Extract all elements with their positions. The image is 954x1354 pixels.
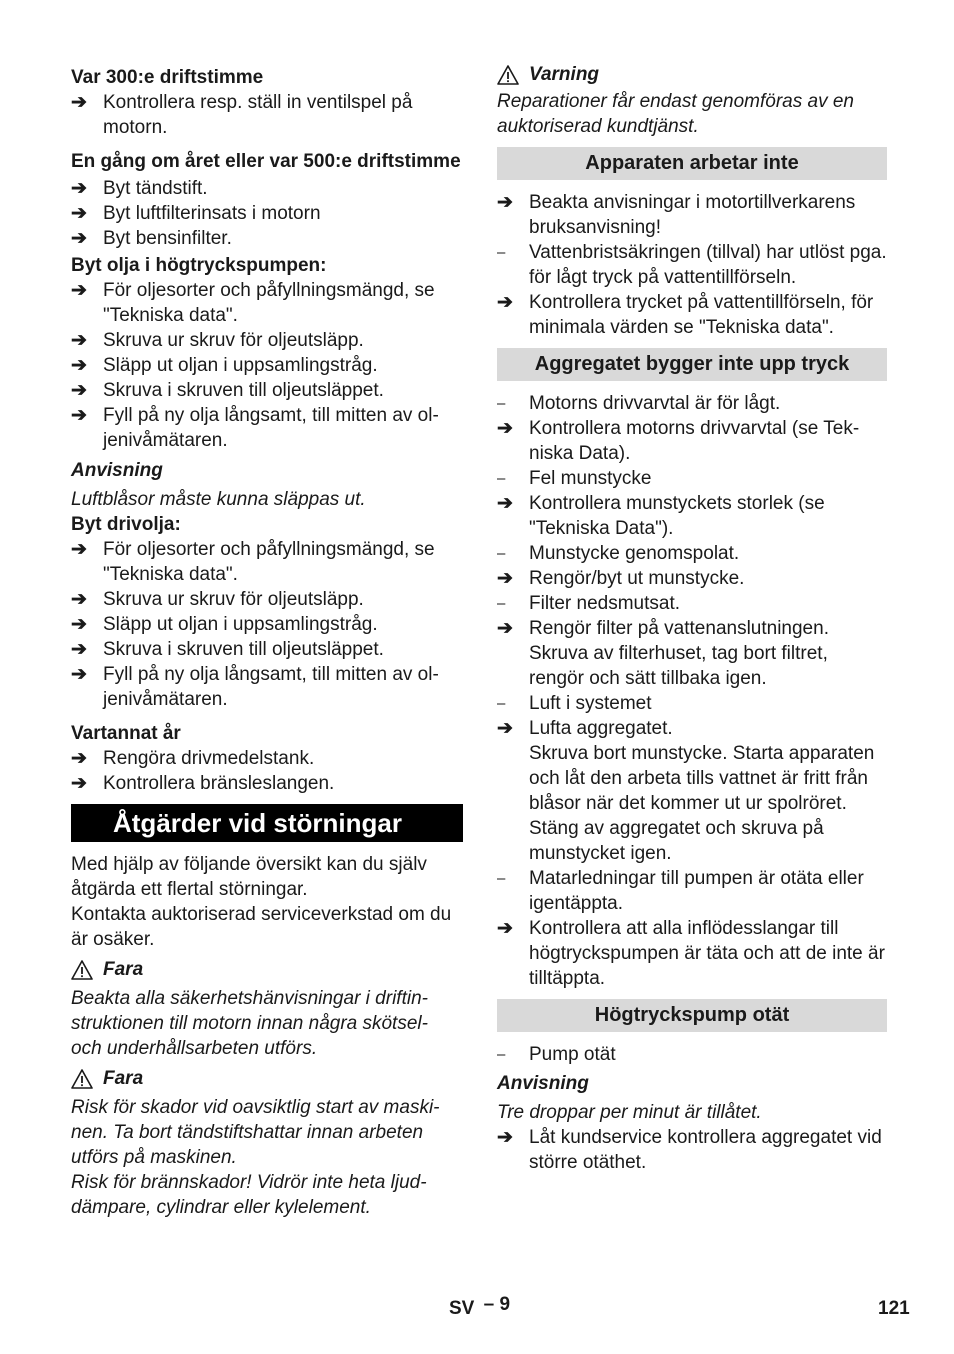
- footer-local-page: – 9: [483, 1294, 511, 1315]
- arrow-bullet-icon: ➔: [497, 618, 513, 639]
- warning-triangle-icon: [497, 65, 519, 85]
- list-item-text: Kontrollera motorns drivvarvtal (se Tekniska Data).: [529, 418, 860, 464]
- arrow-bullet-icon: ➔: [497, 292, 513, 313]
- list-item-text: Kontrollera att alla inflödesslangar till högtryckspumpen är täta och att de inte är tilltäppta.: [529, 918, 885, 989]
- list-item: [497, 566, 887, 591]
- arrow-bullet-icon: ➔: [497, 1127, 513, 1148]
- list-item-text: Lufta aggregatet.: [529, 718, 673, 739]
- arrow-bullet-icon: ➔: [71, 355, 87, 376]
- heading-300h: Var 300:e driftstimme: [71, 67, 264, 88]
- subsection-bar-3: Högtryckspump otät: [497, 999, 887, 1032]
- arrow-bullet-icon: ➔: [497, 918, 513, 939]
- dash-bullet-icon: –: [497, 545, 506, 562]
- heading-alt-year: Vartannat år: [71, 723, 181, 744]
- arrow-bullet-icon: ➔: [497, 192, 513, 213]
- list-item: [71, 201, 463, 226]
- arrow-bullet-icon: ➔: [71, 203, 87, 224]
- list-item: [71, 353, 463, 378]
- arrow-bullet-icon: ➔: [71, 228, 87, 249]
- list-item-text: Byt luftfilterinsats i motorn: [103, 203, 321, 224]
- list-item-text: Skruva av filterhuset, tag bort filtret, rengör och sätt tillbaka igen.: [529, 643, 828, 689]
- list-item: [71, 587, 463, 612]
- arrow-bullet-icon: ➔: [497, 718, 513, 739]
- dash-bullet-icon: –: [497, 395, 506, 412]
- list-300h: [71, 90, 463, 140]
- list-item-text: Pump otät: [529, 1044, 616, 1065]
- list-item: [497, 591, 887, 616]
- list-item: [71, 176, 463, 201]
- list-item-text: Låt kundservice kontrollera aggregatet vid större otäthet.: [529, 1127, 882, 1173]
- list-item-text: Munstycke genomspolat.: [529, 543, 740, 564]
- arrow-bullet-icon: ➔: [71, 380, 87, 401]
- page-number: 121: [878, 1298, 910, 1319]
- list-item-text: Släpp ut oljan i uppsamlingstråg.: [103, 355, 378, 376]
- list-item: [71, 278, 463, 328]
- note-title-right: Anvisning: [497, 1073, 589, 1094]
- intro-text-1: Med hjälp av följande översikt kan du själv åtgärda ett flertal störningar.: [71, 854, 427, 900]
- list-item-text: Matarledningar till pumpen är otäta eller igentäppta.: [529, 868, 864, 914]
- arrow-bullet-icon: ➔: [71, 664, 87, 685]
- list-item-text: Skruva ur skruv för oljeutsläpp.: [103, 589, 364, 610]
- heading-drive-oil: Byt drivolja:: [71, 514, 181, 535]
- right-column: [497, 62, 887, 1175]
- list-item: [497, 1125, 887, 1175]
- list-item-text: Beakta anvisningar i motortillverkarens bruksanvisning!: [529, 192, 856, 238]
- list-item-text: Motorns drivvarvtal är för lågt.: [529, 393, 781, 414]
- list-item: [497, 616, 887, 641]
- note-title: Anvisning: [71, 460, 163, 481]
- list-item: [497, 190, 887, 240]
- list-item-text: Skruva i skruven till oljeutsläppet.: [103, 380, 384, 401]
- arrow-bullet-icon: ➔: [71, 280, 87, 301]
- note-text: Luftblåsor måste kunna släppas ut.: [71, 489, 366, 510]
- warning-heading: [497, 62, 887, 87]
- warning-text: Reparationer får endast genomföras av en auktoriserad kundtjänst.: [497, 91, 854, 137]
- list-item: [71, 662, 463, 712]
- list-item-text: Fyll på ny olja långsamt, till mitten av oljenivåmätaren.: [103, 405, 439, 451]
- subsection-bar-2: Aggregatet bygger inte upp tryck: [497, 348, 887, 381]
- list-500h: [71, 176, 463, 251]
- list-item-text: Skruva i skruven till oljeutsläppet.: [103, 639, 384, 660]
- list-item: [71, 612, 463, 637]
- arrow-bullet-icon: ➔: [71, 178, 87, 199]
- warning-title: Varning: [529, 64, 600, 85]
- arrow-bullet-icon: ➔: [497, 493, 513, 514]
- list-item: [497, 240, 887, 290]
- list-item: [71, 537, 463, 587]
- danger-heading-2: [71, 1066, 463, 1091]
- list-item: [497, 641, 887, 691]
- arrow-bullet-icon: ➔: [71, 539, 87, 560]
- dash-bullet-icon: –: [497, 244, 506, 261]
- list-item: [497, 716, 887, 741]
- danger-text-2b: Risk för brännskador! Vidrör inte heta ljuddämpare, cylindrar eller kylelement.: [71, 1172, 427, 1218]
- list-item: [71, 328, 463, 353]
- footer-lang-code: SV: [449, 1298, 475, 1319]
- list-item-text: Rengöra drivmedelstank.: [103, 748, 315, 769]
- list-item: [497, 541, 887, 566]
- dash-bullet-icon: –: [497, 470, 506, 487]
- list-item: [497, 741, 887, 866]
- list-item: [497, 466, 887, 491]
- section-title: Åtgärder vid störningar: [71, 804, 463, 842]
- list-item-text: Rengör filter på vattenanslutningen.: [529, 618, 829, 639]
- subsection-bar-1: Apparaten arbetar inte: [497, 147, 887, 180]
- arrow-bullet-icon: ➔: [71, 330, 87, 351]
- arrow-bullet-icon: ➔: [497, 418, 513, 439]
- list-item-text: Fel munstycke: [529, 468, 652, 489]
- list-item-text: Luft i systemet: [529, 693, 652, 714]
- list-final: [497, 1125, 887, 1175]
- list-hp-oil: [71, 278, 463, 453]
- list-item: [71, 226, 463, 251]
- danger-text-1: Beakta alla säkerhetshänvisningar i driftinstruktionen till motorn innan några skötsel- och underhållsarbeten utförs.: [71, 988, 428, 1059]
- list-item-text: Kontrollera resp. ställ in ventilspel på motorn.: [103, 92, 413, 138]
- list-item: [71, 378, 463, 403]
- arrow-bullet-icon: ➔: [71, 589, 87, 610]
- footer-lang: [449, 1296, 510, 1321]
- dash-bullet-icon: –: [497, 870, 506, 887]
- list-item: [71, 90, 463, 140]
- dash-bullet-icon: –: [497, 695, 506, 712]
- arrow-bullet-icon: ➔: [71, 748, 87, 769]
- intro-text-2: Kontakta auktoriserad serviceverkstad om du är osäker.: [71, 904, 452, 950]
- dash-bullet-icon: –: [497, 1046, 506, 1063]
- list-item-text: Skruva ur skruv för oljeutsläpp.: [103, 330, 364, 351]
- list-item: [497, 416, 887, 466]
- list-item-text: För oljesorter och påfyllningsmängd, se "Tekniska data".: [103, 539, 435, 585]
- list-item: [497, 1042, 887, 1067]
- danger-text-2a: Risk för skador vid oavsiktlig start av maskinen. Ta bort tändstiftshattar innan arbeten utförs på maskinen.: [71, 1097, 440, 1168]
- list-item-text: Byt bensinfilter.: [103, 228, 232, 249]
- note-text-right: Tre droppar per minut är tillåtet.: [497, 1102, 762, 1123]
- arrow-bullet-icon: ➔: [71, 614, 87, 635]
- list-bar3: [497, 1042, 887, 1067]
- warning-triangle-icon: [71, 960, 93, 980]
- arrow-bullet-icon: ➔: [71, 92, 87, 113]
- list-item-text: Rengör/byt ut munstycke.: [529, 568, 745, 589]
- arrow-bullet-icon: ➔: [71, 639, 87, 660]
- list-item: [497, 491, 887, 541]
- list-item: [497, 391, 887, 416]
- list-item: [71, 746, 463, 771]
- arrow-bullet-icon: ➔: [71, 773, 87, 794]
- list-item: [71, 403, 463, 453]
- list-item-text: Fyll på ny olja långsamt, till mitten av oljenivåmätaren.: [103, 664, 439, 710]
- list-item-text: Släpp ut oljan i uppsamlingstråg.: [103, 614, 378, 635]
- list-bar1: [497, 190, 887, 340]
- arrow-bullet-icon: ➔: [71, 405, 87, 426]
- list-item: [497, 916, 887, 991]
- list-item: [71, 637, 463, 662]
- arrow-bullet-icon: ➔: [497, 568, 513, 589]
- list-item-text: Kontrollera bränsleslangen.: [103, 773, 335, 794]
- warning-triangle-icon: [71, 1069, 93, 1089]
- list-item: [497, 290, 887, 340]
- dash-bullet-icon: –: [497, 595, 506, 612]
- list-item-text: Kontrollera trycket på vattentillförseln, för minimala värden se "Tekniska data".: [529, 292, 874, 338]
- danger-heading-1: [71, 957, 463, 982]
- list-item-text: Kontrollera munstyckets storlek (se "Tekniska Data").: [529, 493, 825, 539]
- list-item-text: Skruva bort munstycke. Starta apparaten och låt den arbeta tills vattnet är fritt från blåsor när det kommer ut ur spolröret. Stäng av aggregatet och skruva på munstycket igen.: [529, 743, 875, 864]
- list-alt-year: [71, 746, 463, 796]
- list-item: [71, 771, 463, 796]
- list-item-text: Filter nedsmutsat.: [529, 593, 680, 614]
- list-item: [497, 866, 887, 916]
- list-item: [497, 691, 887, 716]
- left-column: [71, 62, 463, 1220]
- danger-title-2: Fara: [103, 1068, 144, 1089]
- list-item-text: Vattenbristsäkringen (tillval) har utlöst pga. för lågt tryck på vattentillförseln.: [529, 242, 887, 288]
- list-drive-oil: [71, 537, 463, 712]
- list-item-text: För oljesorter och påfyllningsmängd, se "Tekniska data".: [103, 280, 435, 326]
- heading-500h: En gång om året eller var 500:e driftstimme: [71, 151, 461, 172]
- danger-title-1: Fara: [103, 959, 144, 980]
- heading-hp-oil: Byt olja i högtryckspumpen:: [71, 255, 327, 276]
- list-bar2: [497, 391, 887, 991]
- list-item-text: Byt tändstift.: [103, 178, 208, 199]
